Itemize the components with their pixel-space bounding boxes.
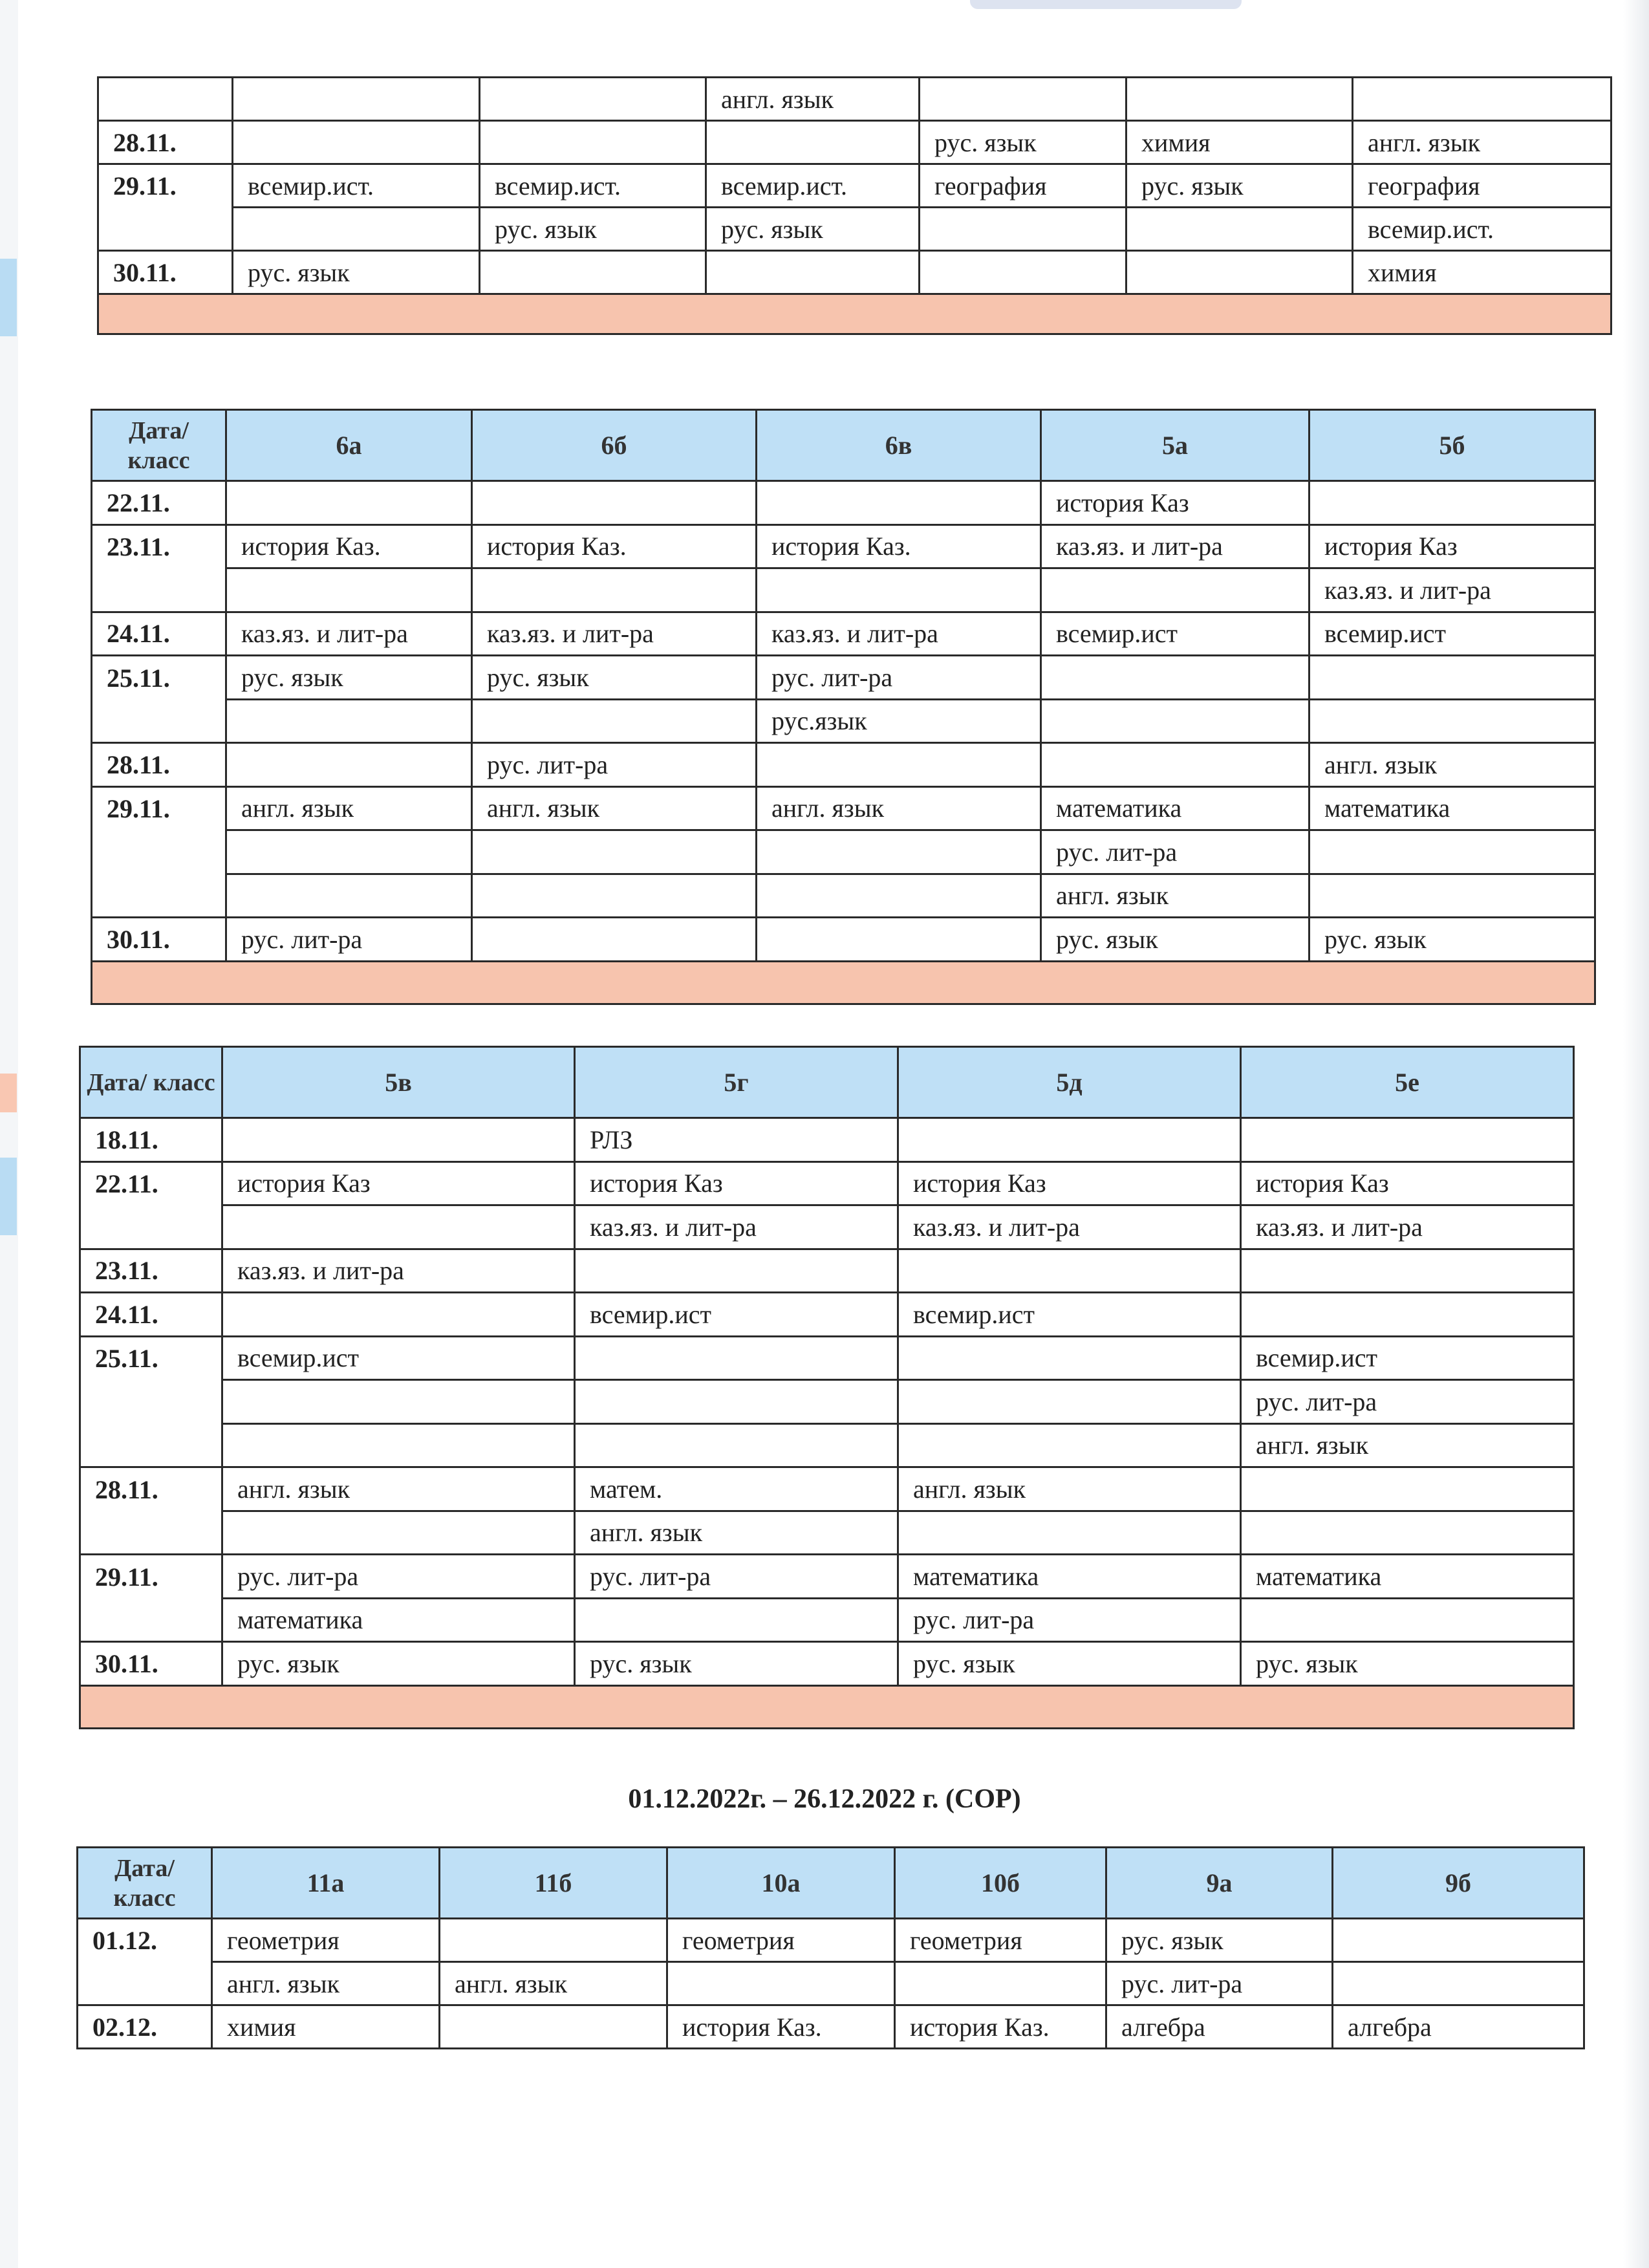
table-footer-band (80, 1685, 1574, 1728)
header-class: 5а (1041, 410, 1310, 481)
schedule-table-6-5ab (91, 409, 1596, 1005)
date-cell: 25.11. (92, 656, 226, 700)
table-row (78, 1962, 1584, 2005)
header-class: 6а (226, 410, 472, 481)
header-class: 6в (757, 410, 1041, 481)
subject-cell: всемир.ист. (233, 164, 480, 208)
subject-cell: англ. язык (440, 1962, 667, 2005)
table-row (80, 1642, 1574, 1686)
subject-cell (667, 1962, 895, 2005)
subject-cell (1126, 251, 1353, 294)
subject-cell: химия (212, 2005, 440, 2049)
table-row (80, 1380, 1574, 1424)
subject-cell: всемир.ист. (706, 164, 920, 208)
subject-cell (706, 121, 920, 164)
date-cell: 30.11. (92, 918, 226, 962)
subject-cell (222, 1118, 575, 1162)
date-cell (98, 208, 233, 251)
subject-cell: рус. лит-ра (226, 918, 472, 962)
subject-cell: химия (1126, 121, 1353, 164)
subject-cell (472, 830, 757, 874)
subject-cell: история Каз (575, 1161, 898, 1205)
subject-cell: история Каз (222, 1161, 575, 1205)
subject-cell (1241, 1293, 1574, 1337)
table-row (80, 1511, 1574, 1555)
subject-cell (1041, 699, 1310, 743)
subject-cell (480, 121, 706, 164)
subject-cell: химия (1353, 251, 1611, 294)
table-row (92, 656, 1595, 700)
date-cell (80, 1380, 222, 1424)
subject-cell: каз.яз. и лит-ра (1241, 1205, 1574, 1249)
table-row (92, 481, 1595, 525)
subject-cell: рус. язык (222, 1642, 575, 1686)
subject-cell (898, 1336, 1241, 1380)
subject-cell (1126, 208, 1353, 251)
subject-cell (898, 1511, 1241, 1555)
subject-cell: алгебра (1333, 2005, 1584, 2049)
subject-cell: англ. язык (575, 1511, 898, 1555)
subject-cell (233, 121, 480, 164)
date-cell (78, 1962, 212, 2005)
subject-cell: история Каз (1041, 481, 1310, 525)
subject-cell (920, 78, 1126, 121)
subject-cell (472, 918, 757, 962)
subject-cell (1241, 1467, 1574, 1511)
date-cell: 02.12. (78, 2005, 212, 2049)
table-row (92, 568, 1595, 612)
scan-right-edge (1623, 0, 1649, 2268)
footer-fill (98, 294, 1611, 334)
table-row (92, 524, 1595, 568)
date-cell: 29.11. (98, 164, 233, 208)
subject-cell: каз.яз. и лит-ра (472, 612, 757, 656)
subject-cell (480, 78, 706, 121)
subject-cell (440, 2005, 667, 2049)
table-row (98, 251, 1611, 294)
subject-cell (1241, 1598, 1574, 1642)
table-row (92, 699, 1595, 743)
subject-cell (222, 1511, 575, 1555)
footer-fill (80, 1685, 1574, 1728)
subject-cell: рус. язык (1041, 918, 1310, 962)
subject-cell (1353, 78, 1611, 121)
scan-edge-blue-mark (0, 259, 17, 336)
subject-cell: рус. язык (1106, 1919, 1333, 1962)
subject-cell: рус. лит-ра (898, 1598, 1241, 1642)
scan-left-edge (0, 0, 18, 2268)
subject-cell: всемир.ист (575, 1293, 898, 1337)
date-cell: 24.11. (92, 612, 226, 656)
subject-cell (1241, 1249, 1574, 1293)
subject-cell: рус. язык (480, 208, 706, 251)
subject-cell: география (1353, 164, 1611, 208)
subject-cell (757, 481, 1041, 525)
subject-cell: рус. язык (226, 656, 472, 700)
subject-cell: РЛЗ (575, 1118, 898, 1162)
subject-cell: каз.яз. и лит-ра (575, 1205, 898, 1249)
subject-cell (575, 1249, 898, 1293)
table-row (80, 1205, 1574, 1249)
subject-cell (898, 1249, 1241, 1293)
subject-cell: англ. язык (222, 1467, 575, 1511)
scan-edge-peach-mark (0, 1074, 17, 1112)
subject-cell: всемир.ист. (1353, 208, 1611, 251)
subject-cell (1333, 1962, 1584, 2005)
subject-cell (575, 1336, 898, 1380)
subject-cell: математика (898, 1555, 1241, 1599)
table-row (80, 1336, 1574, 1380)
subject-cell: рус. язык (1310, 918, 1595, 962)
header-class: 9б (1333, 1848, 1584, 1919)
subject-cell (920, 208, 1126, 251)
header-class: 10а (667, 1848, 895, 1919)
date-cell: 24.11. (80, 1293, 222, 1337)
subject-cell: каз.яз. и лит-ра (222, 1249, 575, 1293)
subject-cell: история Каз (898, 1161, 1241, 1205)
header-class: 5б (1310, 410, 1595, 481)
table-row (80, 1467, 1574, 1511)
subject-cell: рус. лит-ра (757, 656, 1041, 700)
subject-cell (1041, 743, 1310, 787)
subject-cell: каз.яз. и лит-ра (1310, 568, 1595, 612)
section-title: 01.12.2022г. – 26.12.2022 г. (СОР) (628, 1784, 1021, 1814)
subject-cell: рус. язык (920, 121, 1126, 164)
table-footer-band (92, 961, 1595, 1004)
subject-cell (472, 874, 757, 918)
subject-cell (757, 743, 1041, 787)
subject-cell: каз.яз. и лит-ра (1041, 524, 1310, 568)
header-class: 5е (1241, 1047, 1574, 1118)
date-cell: 28.11. (80, 1467, 222, 1511)
footer-fill (92, 961, 1595, 1004)
schedule-table-sor (76, 1846, 1585, 2049)
subject-cell: всемир.ист (1041, 612, 1310, 656)
subject-cell: история Каз. (895, 2005, 1106, 2049)
scan-edge-blue-mark (0, 1158, 17, 1235)
date-cell: 28.11. (92, 743, 226, 787)
date-cell (80, 1511, 222, 1555)
table-row (92, 918, 1595, 962)
subject-cell (1310, 656, 1595, 700)
header-class: 6б (472, 410, 757, 481)
subject-cell: англ. язык (226, 786, 472, 830)
subject-cell: рус. лит-ра (1241, 1380, 1574, 1424)
subject-cell: всемир.ист (1310, 612, 1595, 656)
date-cell: 30.11. (98, 251, 233, 294)
date-cell: 29.11. (80, 1555, 222, 1599)
subject-cell: история Каз. (472, 524, 757, 568)
schedule-table-5v-5e (79, 1046, 1575, 1729)
subject-cell (757, 568, 1041, 612)
subject-cell: рус. язык (1241, 1642, 1574, 1686)
subject-cell: рус. лит-ра (1106, 1962, 1333, 2005)
subject-cell: всемир.ист (898, 1293, 1241, 1337)
table-row (80, 1293, 1574, 1337)
date-cell: 01.12. (78, 1919, 212, 1962)
header-class: 5д (898, 1047, 1241, 1118)
subject-cell (233, 78, 480, 121)
subject-cell: англ. язык (706, 78, 920, 121)
date-cell: 23.11. (92, 524, 226, 568)
subject-cell (1310, 830, 1595, 874)
date-cell (92, 699, 226, 743)
subject-cell: рус. язык (472, 656, 757, 700)
subject-cell (1310, 481, 1595, 525)
table-row (80, 1161, 1574, 1205)
subject-cell (898, 1118, 1241, 1162)
subject-cell (226, 743, 472, 787)
date-cell (80, 1205, 222, 1249)
subject-cell: каз.яз. и лит-ра (898, 1205, 1241, 1249)
subject-cell (757, 874, 1041, 918)
table-row (78, 1919, 1584, 1962)
subject-cell: геометрия (667, 1919, 895, 1962)
table-row (80, 1118, 1574, 1162)
subject-cell (222, 1293, 575, 1337)
header-class: 11а (212, 1848, 440, 1919)
subject-cell: англ. язык (1310, 743, 1595, 787)
subject-cell: рус. лит-ра (222, 1555, 575, 1599)
subject-cell: всемир.ист (1241, 1336, 1574, 1380)
subject-cell (757, 918, 1041, 962)
header-class: 5в (222, 1047, 575, 1118)
date-cell: 22.11. (80, 1161, 222, 1205)
date-cell (92, 874, 226, 918)
subject-cell (1333, 1919, 1584, 1962)
subject-cell (226, 874, 472, 918)
table-row (98, 164, 1611, 208)
table-row (98, 121, 1611, 164)
subject-cell (757, 830, 1041, 874)
subject-cell (472, 699, 757, 743)
date-cell: 18.11. (80, 1118, 222, 1162)
subject-cell: история Каз (1241, 1161, 1574, 1205)
subject-cell: история Каз. (757, 524, 1041, 568)
subject-cell: матем. (575, 1467, 898, 1511)
subject-cell: алгебра (1106, 2005, 1333, 2049)
table-row (92, 874, 1595, 918)
subject-cell: рус. язык (575, 1642, 898, 1686)
date-cell: 30.11. (80, 1642, 222, 1686)
table-row (80, 1249, 1574, 1293)
table-row (98, 208, 1611, 251)
subject-cell: математика (1241, 1555, 1574, 1599)
subject-cell: математика (1310, 786, 1595, 830)
subject-cell: история Каз. (667, 2005, 895, 2049)
table-row (92, 743, 1595, 787)
subject-cell (575, 1423, 898, 1467)
date-cell: 28.11. (98, 121, 233, 164)
schedule-table-continuation (97, 76, 1612, 335)
subject-cell (898, 1423, 1241, 1467)
subject-cell: англ. язык (472, 786, 757, 830)
subject-cell: рус. язык (233, 251, 480, 294)
date-cell: 29.11. (92, 786, 226, 830)
subject-cell: рус. лит-ра (575, 1555, 898, 1599)
subject-cell: математика (222, 1598, 575, 1642)
table-row (92, 786, 1595, 830)
date-cell: 22.11. (92, 481, 226, 525)
subject-cell (226, 830, 472, 874)
subject-cell (480, 251, 706, 294)
subject-cell (575, 1380, 898, 1424)
subject-cell: англ. язык (1353, 121, 1611, 164)
subject-cell (1241, 1511, 1574, 1555)
subject-cell (233, 208, 480, 251)
header-date-class: Дата/ класс (92, 410, 226, 481)
table-row (78, 2005, 1584, 2049)
subject-cell (1126, 78, 1353, 121)
subject-cell: рус. лит-ра (1041, 830, 1310, 874)
header-class: 10б (895, 1848, 1106, 1919)
subject-cell: рус.язык (757, 699, 1041, 743)
subject-cell: математика (1041, 786, 1310, 830)
table-row (92, 612, 1595, 656)
subject-cell (440, 1919, 667, 1962)
header-class: 5г (575, 1047, 898, 1118)
subject-cell (472, 481, 757, 525)
subject-cell (898, 1380, 1241, 1424)
subject-cell: рус. язык (706, 208, 920, 251)
subject-cell: история Каз (1310, 524, 1595, 568)
date-cell (80, 1598, 222, 1642)
subject-cell: англ. язык (757, 786, 1041, 830)
subject-cell: англ. язык (1041, 874, 1310, 918)
date-cell: 23.11. (80, 1249, 222, 1293)
subject-cell (222, 1380, 575, 1424)
subject-cell: всемир.ист (222, 1336, 575, 1380)
header-class: 11б (440, 1848, 667, 1919)
subject-cell: рус. лит-ра (472, 743, 757, 787)
subject-cell: рус. язык (1126, 164, 1353, 208)
subject-cell: англ. язык (898, 1467, 1241, 1511)
date-cell (98, 78, 233, 121)
header-date-class: Дата/ класс (80, 1047, 222, 1118)
date-cell (92, 830, 226, 874)
table-row (80, 1555, 1574, 1599)
subject-cell: геометрия (212, 1919, 440, 1962)
subject-cell: геометрия (895, 1919, 1106, 1962)
subject-cell (706, 251, 920, 294)
subject-cell (1310, 874, 1595, 918)
table-row (80, 1423, 1574, 1467)
subject-cell (222, 1205, 575, 1249)
date-cell: 25.11. (80, 1336, 222, 1380)
subject-cell (895, 1962, 1106, 2005)
subject-cell (1041, 656, 1310, 700)
subject-cell (575, 1598, 898, 1642)
table-row (80, 1598, 1574, 1642)
subject-cell (226, 568, 472, 612)
scan-top-smudge (970, 0, 1242, 9)
subject-cell (1041, 568, 1310, 612)
subject-cell: география (920, 164, 1126, 208)
table-footer-band (98, 294, 1611, 334)
subject-cell: каз.яз. и лит-ра (757, 612, 1041, 656)
subject-cell (1310, 699, 1595, 743)
subject-cell (222, 1423, 575, 1467)
header-class: 9а (1106, 1848, 1333, 1919)
subject-cell: каз.яз. и лит-ра (226, 612, 472, 656)
table-row (98, 78, 1611, 121)
date-cell (92, 568, 226, 612)
table-row (92, 830, 1595, 874)
date-cell (80, 1423, 222, 1467)
subject-cell: англ. язык (212, 1962, 440, 2005)
subject-cell (920, 251, 1126, 294)
subject-cell: всемир.ист. (480, 164, 706, 208)
header-date-class: Дата/ класс (78, 1848, 212, 1919)
subject-cell: рус. язык (898, 1642, 1241, 1686)
subject-cell: история Каз. (226, 524, 472, 568)
subject-cell (226, 699, 472, 743)
subject-cell (226, 481, 472, 525)
subject-cell (472, 568, 757, 612)
subject-cell: англ. язык (1241, 1423, 1574, 1467)
subject-cell (1241, 1118, 1574, 1162)
